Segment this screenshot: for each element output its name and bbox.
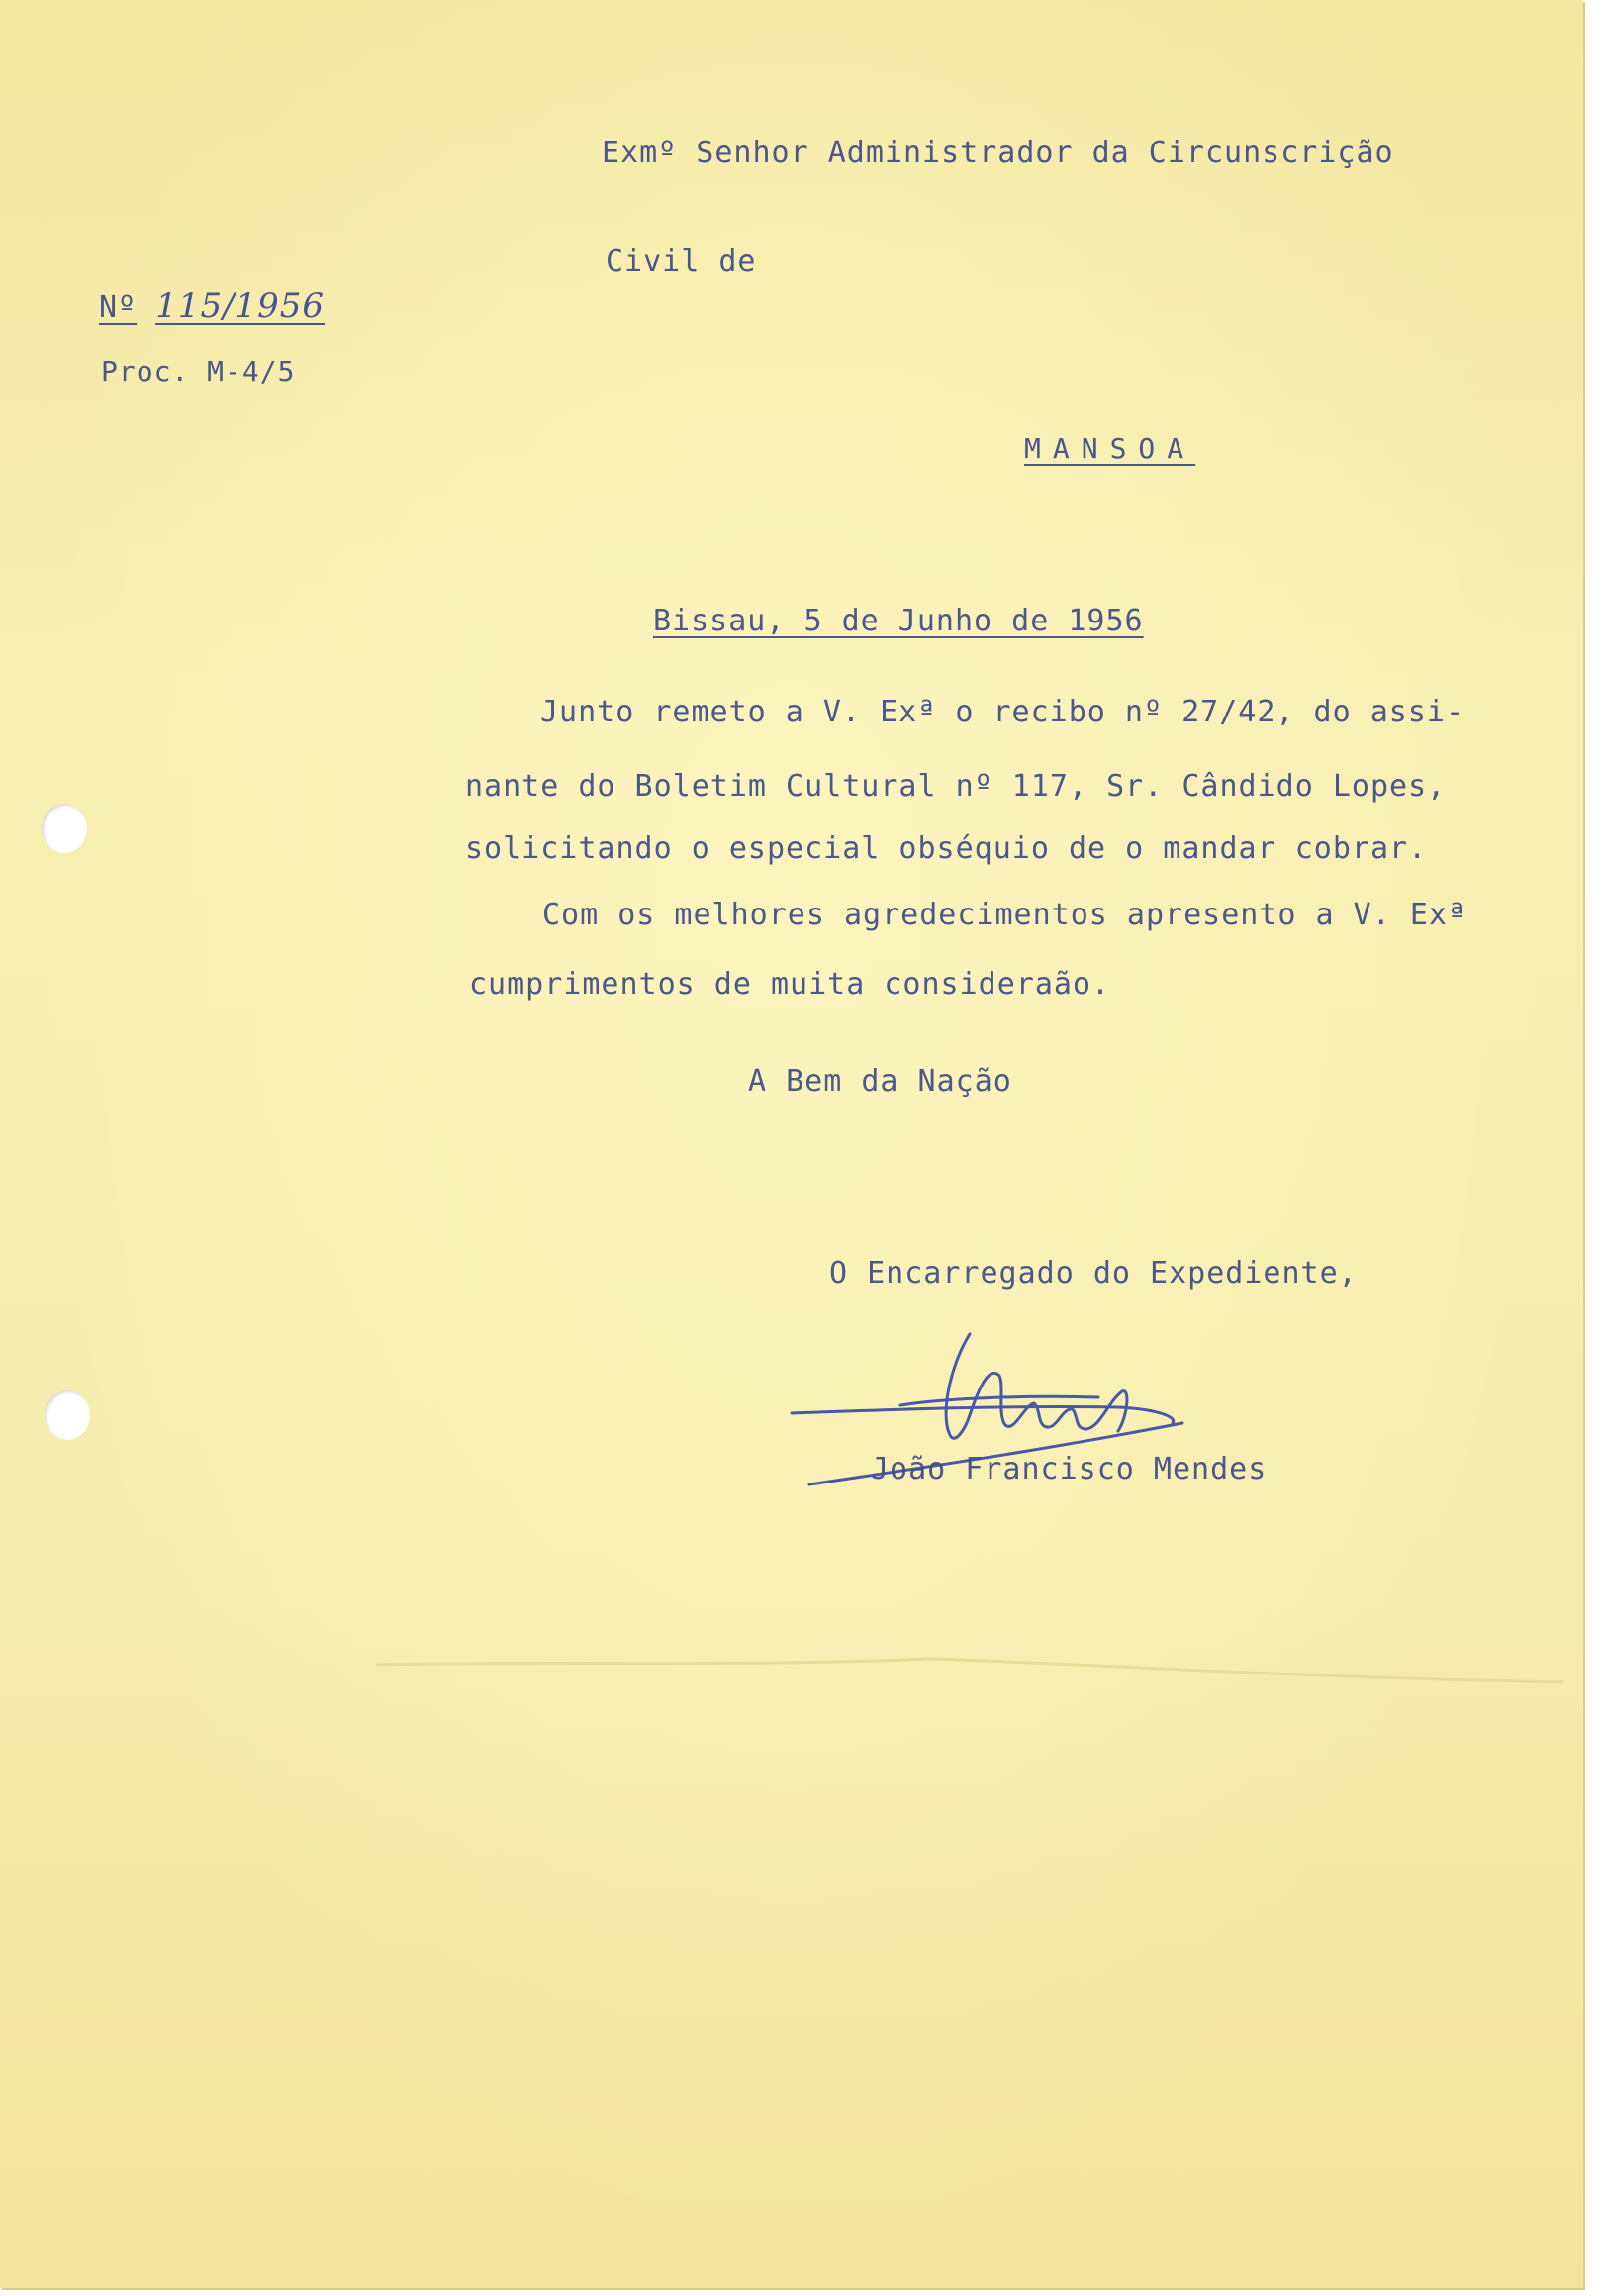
addressee-line-2: Civil de <box>606 244 757 279</box>
punch-hole-top <box>42 804 87 853</box>
destination-city: MANSOA <box>1024 432 1196 465</box>
punch-hole-bottom <box>45 1390 90 1440</box>
body-line-2: nante do Boletim Cultural nº 117, Sr. Cândido Lopes, <box>465 769 1447 804</box>
date-line: Bissau, 5 de Junho de 1956 <box>653 604 1144 638</box>
signatory-name: João Francisco Mendes <box>871 1452 1268 1486</box>
reference-number <box>99 286 326 326</box>
body-line-4: Com os melhores agredecimentos apresento a V. Exª <box>542 898 1467 932</box>
body-line-5: cumprimentos de muita consideraão. <box>469 967 1111 1002</box>
reference-label: Nº <box>99 290 138 325</box>
body-line-3: solicitando o especial obséquio de o mandar cobrar. <box>465 831 1428 866</box>
paper-crease <box>376 1653 1563 1692</box>
closing-phrase: A Bem da Nação <box>748 1064 1012 1099</box>
body-line-1: Junto remeto a V. Exª o recibo nº 27/42, do assi- <box>540 695 1465 729</box>
addressee-line-1: Exmº Senhor Administrador da Circunscrição <box>602 136 1394 170</box>
signatory-title: O Encarregado do Expediente, <box>829 1256 1358 1291</box>
handwritten-signature <box>782 1306 1316 1524</box>
reference-handwritten-number: 115/1956 <box>155 286 326 326</box>
process-reference: Proc. M-4/5 <box>101 355 296 388</box>
